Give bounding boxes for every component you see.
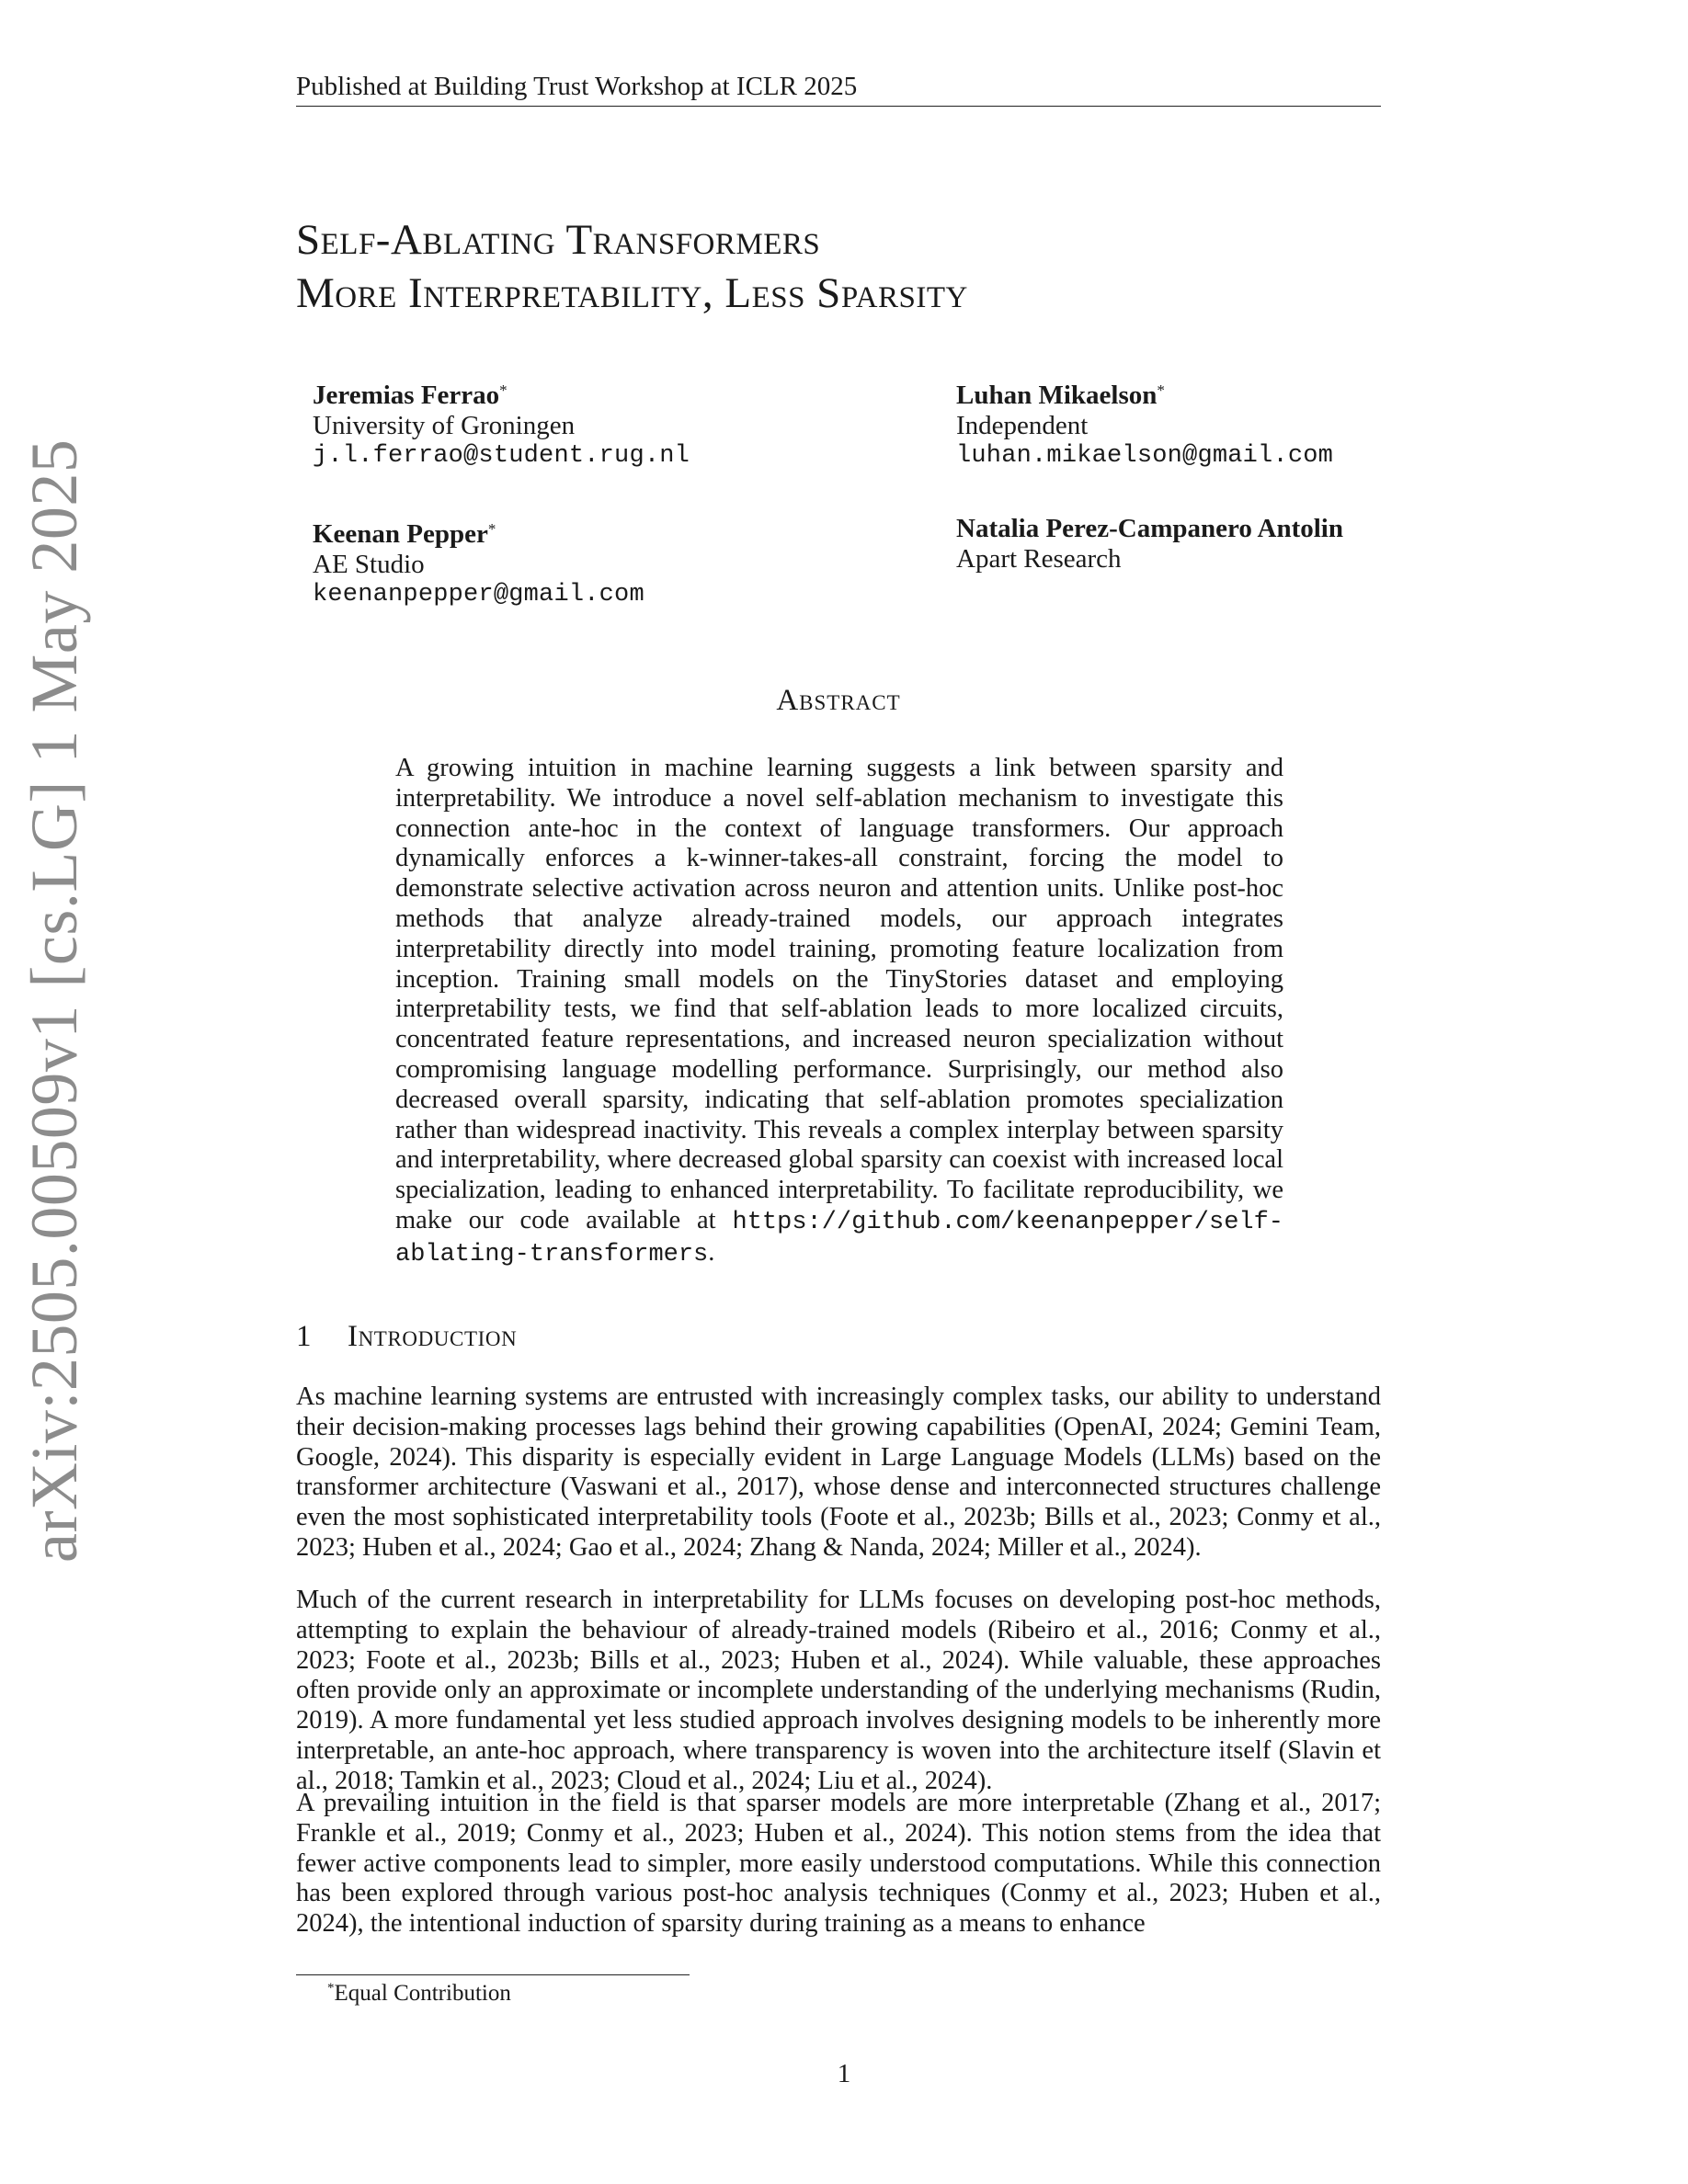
author-email: luhan.mikaelson@gmail.com	[956, 442, 1334, 470]
author-block	[313, 514, 644, 610]
equal-contribution-mark: *	[1157, 381, 1165, 399]
body-paragraph: As machine learning systems are entrusted with increasingly complex tasks, our ability to understand their decision-making processes lags behind their growing capabilities (OpenAI, 2024; Gemini Team, Google, 2024). This disparity is especially evident in Large Language Models (LLMs) based on the transformer architecture (Vaswani et al., 2017), whose dense and interconnected structures challenge even the most sophisticated interpretability tools (Foote et al., 2023b; Bills et al., 2023; Conmy et al., 2023; Huben et al., 2024; Gao et al., 2024; Zhang & Nanda, 2024; Miller et al., 2024).	[296, 1382, 1381, 1562]
footnote	[327, 1981, 511, 2007]
abstract-heading: Abstract	[776, 684, 901, 717]
equal-contribution-mark: *	[499, 381, 508, 399]
author-affiliation: AE Studio	[313, 550, 425, 579]
author-affiliation: University of Groningen	[313, 411, 576, 440]
section-title: Introduction	[348, 1320, 518, 1353]
paper-title	[296, 213, 1381, 320]
author-block	[313, 375, 690, 472]
author-affiliation: Independent	[956, 411, 1089, 440]
author-name: Keenan Pepper	[313, 519, 488, 549]
author-name: Natalia Perez-Campanero Antolin	[956, 514, 1343, 543]
abstract-body	[395, 754, 1283, 1270]
author-affiliation: Apart Research	[956, 544, 1122, 574]
equal-contribution-mark: *	[487, 520, 496, 538]
page-number: 1	[837, 2059, 851, 2088]
section-number: 1	[296, 1320, 313, 1353]
author-email: keenanpepper@gmail.com	[313, 581, 644, 609]
body-paragraph: A prevailing intuition in the field is that sparser models are more interpretable (Zhang et al., 2017; Frankle et al., 2019; Conmy et al., 2023; Huben et al., 2024). This notion stems from the idea that fewer active components lead to simpler, more easily understood computations. While this connection has been explored through various post-hoc analysis techniques (Conmy et al., 2023; Huben et al., 2024), the intentional induction of sparsity during training as a means to enhance	[296, 1789, 1381, 1939]
author-name: Jeremias Ferrao	[313, 381, 500, 410]
author-block	[956, 514, 1343, 574]
footnote-rule	[296, 1974, 690, 1975]
title-line-2: More Interpretability, Less Sparsity	[296, 269, 968, 317]
author-block	[956, 375, 1333, 472]
title-line-1: Self-Ablating Transformers	[296, 216, 821, 264]
running-header: Published at Building Trust Workshop at ICLR 2025	[296, 72, 858, 101]
footnote-text: Equal Contribution	[334, 1981, 511, 2006]
section-heading	[296, 1320, 517, 1354]
code-repository-link[interactable]: https://github.com/keenanpepper/self-ablating-transformers	[395, 1208, 1284, 1268]
author-name: Luhan Mikaelson	[956, 381, 1158, 410]
header-rule	[296, 106, 1381, 107]
arxiv-identifier-stamp: arXiv:2505.00509v1 [cs.LG] 1 May 2025	[17, 438, 91, 1563]
abstract-end: .	[708, 1237, 715, 1267]
author-email: j.l.ferrao@student.rug.nl	[313, 442, 690, 470]
body-paragraph: Much of the current research in interpretability for LLMs focuses on developing post-hoc methods, attempting to explain the behaviour of already-trained models (Ribeiro et al., 2016; Conmy et al., 2023; Foote et al., 2023b; Bills et al., 2023; Huben et al., 2024). While valuable, these approaches often provide only an approximate or incomplete understanding of the underlying mechanisms (Rudin, 2019). A more fundamental yet less studied approach involves designing models to be inherently more interpretable, an ante-hoc approach, where transparency is woven into the architecture itself (Slavin et al., 2018; Tamkin et al., 2023; Cloud et al., 2024; Liu et al., 2024).	[296, 1586, 1381, 1795]
footnote-mark: *	[327, 1981, 335, 1996]
abstract-text: A growing intuition in machine learning suggests a link between sparsity and interpretability. We introduce a novel self-ablation mechanism to investigate this connection ante-hoc in the context of language transformers. Our approach dynamically enforces a k-winner-takes-all constraint, forcing the model to demonstrate selective activation across neuron and attention units. Unlike post-hoc methods that analyze already-trained models, our approach integrates interpretability directly into model training, promoting feature localization from inception. Training small models on the TinyStories dataset and employing interpretability tests, we find that self-ablation leads to more localized circuits, concentrated feature representations, and increased neuron specialization without compromising language modelling performance. Surprisingly, our method also decreased overall sparsity, indicating that self-ablation promotes specialization rather than widespread inactivity. This reveals a complex interplay between sparsity and interpretability, where decreased global sparsity can coexist with increased local specialization, leading to enhanced interpretability. To facilitate reproducibility, we make our code available at	[395, 754, 1283, 1234]
